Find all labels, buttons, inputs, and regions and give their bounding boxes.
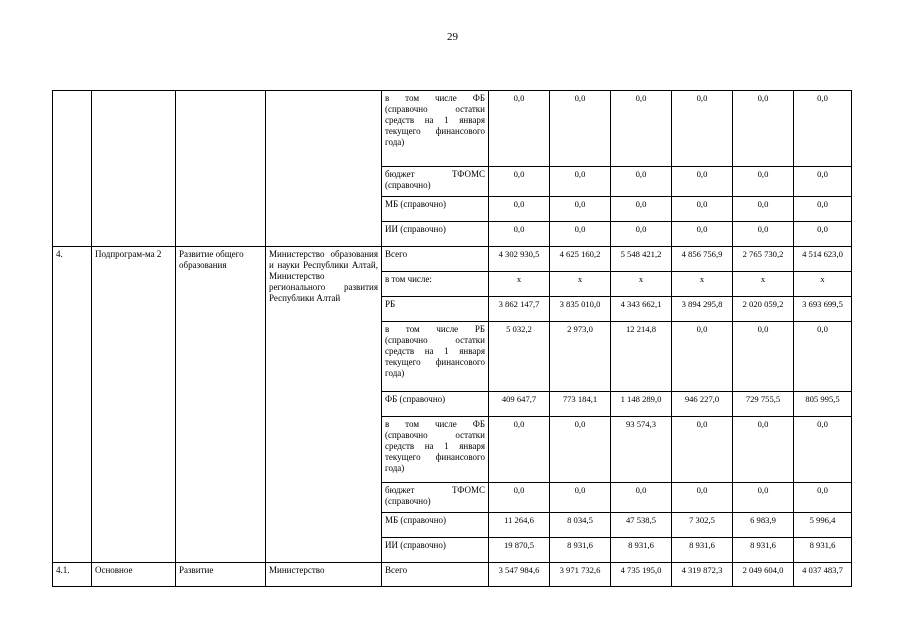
value-cell: 3 894 295,8 (672, 297, 733, 322)
source-cell: в том числе ФБ (справочно остатки средств на 1 января текущего финансового года) (382, 417, 489, 483)
value-cell: 946 227,0 (672, 392, 733, 417)
value-cell: 0,0 (733, 167, 794, 197)
source-cell: в том числе РБ (справочно остатки средств на 1 января текущего финансового года) (382, 322, 489, 392)
program-name: Развитие общего образования (176, 247, 266, 563)
value-cell: 0,0 (794, 322, 852, 392)
value-cell: 0,0 (794, 417, 852, 483)
source-cell: ИИ (справочно) (382, 538, 489, 563)
table-row (53, 91, 852, 167)
value-cell: 3 971 732,6 (550, 563, 611, 587)
value-cell: х (611, 272, 672, 297)
value-cell: 0,0 (550, 222, 611, 247)
value-cell: 3 835 010,0 (550, 297, 611, 322)
source-cell: бюджет ТФОМС (справочно) (382, 167, 489, 197)
source-cell: ИИ (справочно) (382, 222, 489, 247)
value-cell: 0,0 (489, 222, 550, 247)
value-cell: х (489, 272, 550, 297)
executor-cell: Министерство (266, 563, 382, 587)
value-cell: 4 856 756,9 (672, 247, 733, 272)
value-cell: 4 514 623,0 (794, 247, 852, 272)
value-cell: 0,0 (733, 222, 794, 247)
value-cell: 5 548 421,2 (611, 247, 672, 272)
value-cell: 0,0 (672, 417, 733, 483)
source-cell: ФБ (справочно) (382, 392, 489, 417)
empty-cell (176, 91, 266, 247)
value-cell: 3 693 699,5 (794, 297, 852, 322)
source-cell: в том числе: (382, 272, 489, 297)
value-cell: 0,0 (611, 167, 672, 197)
executor-cell: Министерство образования и науки Республики Алтай, Министерство регионального развития Республики Алтай (266, 247, 382, 563)
value-cell: 0,0 (489, 417, 550, 483)
value-cell: 4 735 195,0 (611, 563, 672, 587)
value-cell: 0,0 (489, 483, 550, 513)
value-cell: 3 862 147,7 (489, 297, 550, 322)
value-cell: 1 148 289,0 (611, 392, 672, 417)
value-cell: 12 214,8 (611, 322, 672, 392)
source-cell: Всего (382, 563, 489, 587)
value-cell: 0,0 (794, 91, 852, 167)
value-cell: 0,0 (611, 197, 672, 222)
value-cell: 5 032,2 (489, 322, 550, 392)
value-cell: х (550, 272, 611, 297)
value-cell: 0,0 (794, 483, 852, 513)
value-cell: 0,0 (550, 91, 611, 167)
value-cell: 0,0 (733, 417, 794, 483)
source-cell: МБ (справочно) (382, 513, 489, 538)
value-cell: 0,0 (611, 91, 672, 167)
value-cell: 0,0 (733, 197, 794, 222)
value-cell: 0,0 (489, 197, 550, 222)
value-cell: 409 647,7 (489, 392, 550, 417)
empty-cell (266, 91, 382, 247)
value-cell: 0,0 (550, 167, 611, 197)
value-cell: 93 574,3 (611, 417, 672, 483)
value-cell: 0,0 (672, 167, 733, 197)
value-cell: 8 931,6 (794, 538, 852, 563)
value-cell: 0,0 (672, 322, 733, 392)
value-cell: 4 037 483,7 (794, 563, 852, 587)
value-cell: 0,0 (672, 197, 733, 222)
source-cell: МБ (справочно) (382, 197, 489, 222)
value-cell: 2 973,0 (550, 322, 611, 392)
value-cell: х (672, 272, 733, 297)
value-cell: 0,0 (733, 91, 794, 167)
value-cell: 0,0 (489, 167, 550, 197)
value-cell: х (733, 272, 794, 297)
source-cell: Всего (382, 247, 489, 272)
source-cell: в том числе ФБ (справочно остатки средств на 1 января текущего финансового года) (382, 91, 489, 167)
value-cell: 0,0 (672, 222, 733, 247)
value-cell: х (794, 272, 852, 297)
source-cell: РБ (382, 297, 489, 322)
value-cell: 0,0 (672, 483, 733, 513)
program-type: Подпрограм-ма 2 (92, 247, 176, 563)
value-cell: 0,0 (794, 197, 852, 222)
empty-cell (92, 91, 176, 247)
row-number: 4. (53, 247, 92, 563)
value-cell: 7 302,5 (672, 513, 733, 538)
value-cell: 4 625 160,2 (550, 247, 611, 272)
value-cell: 8 931,6 (672, 538, 733, 563)
value-cell: 0,0 (794, 222, 852, 247)
value-cell: 773 184,1 (550, 392, 611, 417)
value-cell: 2 765 730,2 (733, 247, 794, 272)
value-cell: 0,0 (611, 222, 672, 247)
table-row (53, 247, 852, 272)
source-cell: бюджет ТФОМС (справочно) (382, 483, 489, 513)
table-body (53, 91, 852, 587)
value-cell: 11 264,6 (489, 513, 550, 538)
value-cell: 0,0 (672, 91, 733, 167)
value-cell: 0,0 (550, 483, 611, 513)
value-cell: 3 547 984,6 (489, 563, 550, 587)
table-row (53, 563, 852, 587)
value-cell: 0,0 (550, 417, 611, 483)
value-cell: 0,0 (489, 91, 550, 167)
value-cell: 19 870,5 (489, 538, 550, 563)
value-cell: 2 020 059,2 (733, 297, 794, 322)
value-cell: 4 319 872,3 (672, 563, 733, 587)
value-cell: 8 034,5 (550, 513, 611, 538)
value-cell: 5 996,4 (794, 513, 852, 538)
value-cell: 2 049 604,0 (733, 563, 794, 587)
value-cell: 8 931,6 (550, 538, 611, 563)
value-cell: 0,0 (733, 322, 794, 392)
value-cell: 4 302 930,5 (489, 247, 550, 272)
value-cell: 8 931,6 (611, 538, 672, 563)
value-cell: 0,0 (794, 167, 852, 197)
value-cell: 0,0 (550, 197, 611, 222)
program-type: Основное (92, 563, 176, 587)
value-cell: 8 931,6 (733, 538, 794, 563)
value-cell: 0,0 (611, 483, 672, 513)
value-cell: 4 343 662,1 (611, 297, 672, 322)
value-cell: 805 995,5 (794, 392, 852, 417)
value-cell: 729 755,5 (733, 392, 794, 417)
page-number: 29 (447, 31, 458, 43)
program-name: Развитие (176, 563, 266, 587)
empty-cell (53, 91, 92, 247)
value-cell: 0,0 (733, 483, 794, 513)
value-cell: 47 538,5 (611, 513, 672, 538)
value-cell: 6 983,9 (733, 513, 794, 538)
budget-table (52, 90, 852, 587)
row-number: 4.1. (53, 563, 92, 587)
